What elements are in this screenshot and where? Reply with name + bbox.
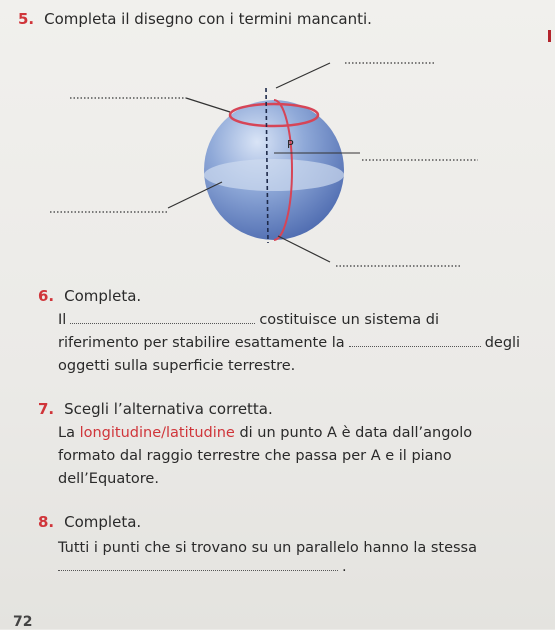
question-8-line-1: Tutti i punti che si trovano su un parallelo hanno la stessa	[58, 540, 477, 556]
question-7-title: Scegli l’alternativa corretta.	[64, 400, 273, 418]
leader-bottom-right	[278, 236, 330, 262]
question-8-heading	[38, 513, 141, 531]
q8-line2-end: .	[342, 559, 347, 575]
page-number: 72	[13, 614, 33, 630]
question-6-line-3: oggetti sulla superficie terrestre.	[58, 358, 296, 374]
question-7-line-2: formato dal raggio terrestre che passa per A e il piano	[58, 448, 452, 464]
equator-plane	[204, 159, 344, 191]
q6-line1-end: costituisce un sistema di	[259, 312, 439, 328]
q6-line2-start: riferimento per stabilire esattamente la	[58, 335, 345, 351]
question-6-line-1	[58, 313, 439, 328]
question-6-number: 6.	[38, 287, 55, 305]
question-7-line-3: dell’Equatore.	[58, 471, 159, 487]
q6-line2-end: degli	[484, 335, 521, 351]
question-7-number: 7.	[38, 400, 55, 418]
q6-line1-start: Il	[58, 312, 67, 328]
globe-diagram	[0, 0, 555, 290]
leader-top-right	[276, 63, 330, 88]
question-7-line-1	[58, 426, 472, 441]
leader-top-left	[186, 98, 230, 112]
question-7-heading	[38, 400, 273, 418]
question-5-number: 5.	[18, 10, 35, 28]
q7-line1-pre: La	[58, 425, 80, 441]
q7-line1-post: di un punto A è data dall’angolo	[234, 425, 473, 441]
q8-blank[interactable]	[58, 569, 338, 571]
question-6-line-2	[58, 336, 520, 351]
q6-blank-1[interactable]	[70, 322, 255, 324]
point-p-label: P	[287, 138, 294, 151]
q6-blank-2[interactable]	[349, 345, 481, 347]
question-8-title: Completa.	[64, 513, 142, 531]
question-6-heading	[38, 287, 141, 305]
question-6-title: Completa.	[64, 287, 142, 305]
edge-mark	[548, 30, 551, 42]
question-8-number: 8.	[38, 513, 55, 531]
question-8-line-2	[58, 560, 347, 575]
q7-choice[interactable]: longitudine/latitudine	[79, 425, 235, 441]
question-5-text: Completa il disegno con i termini mancanti.	[44, 10, 372, 28]
